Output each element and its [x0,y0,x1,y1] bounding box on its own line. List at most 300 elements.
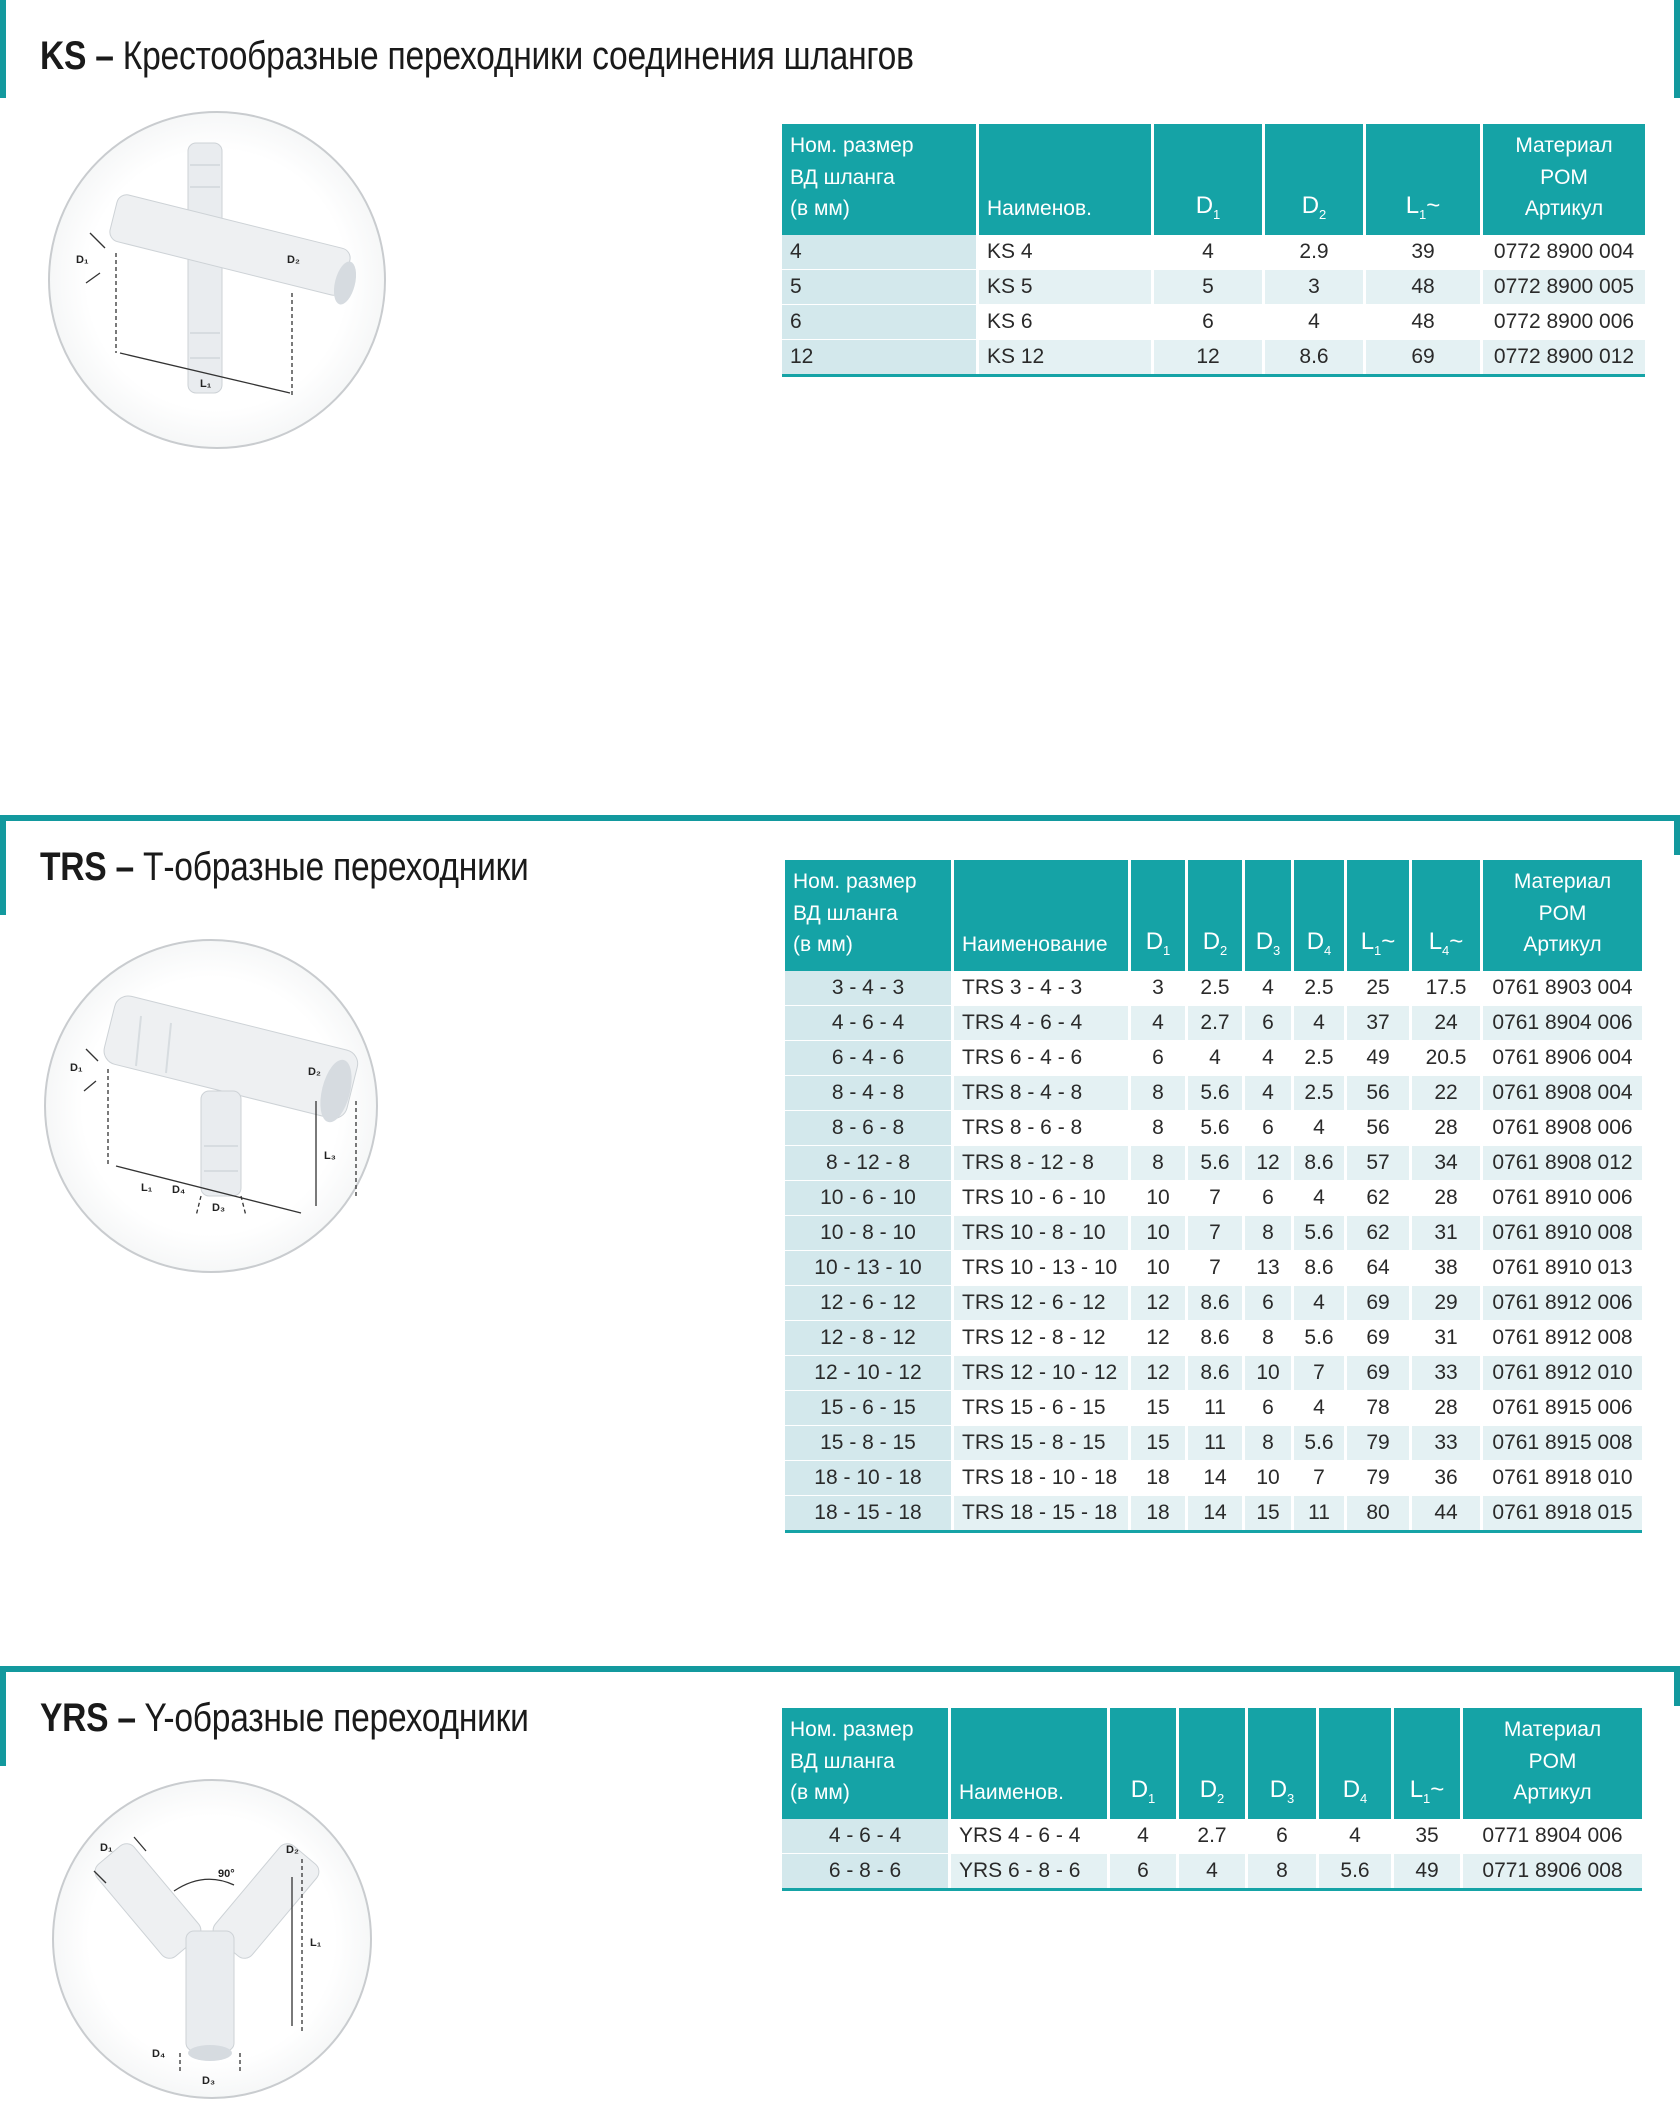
cell-l4: 38 [1411,1250,1482,1285]
yrs-table-body [782,1819,1642,1890]
cell-d2: 7 [1187,1180,1244,1215]
cell-article: 0761 8915 008 [1482,1425,1643,1460]
cell-d1: 8 [1130,1110,1187,1145]
table-row [785,1495,1642,1531]
cell-d4: 4 [1293,1390,1346,1425]
yrs-h-art-1: Материал [1503,1718,1602,1741]
section-rule-top [0,1666,1680,1672]
cell-size: 4 [782,235,978,270]
cell-name: KS 6 [978,304,1153,339]
cell-article: 0761 8910 008 [1482,1215,1643,1250]
cell-article: 0761 8904 006 [1482,1005,1643,1040]
section-rule-right [1674,1666,1680,1706]
ks-h-art-1: Материал [1515,134,1613,157]
yrs-fitting-shape [91,1840,323,2061]
trs-col-l4: $L_4\sim$ [1411,860,1482,971]
ks-col-d1: $D_1$ [1153,124,1264,235]
ks-fitting-shape [108,143,360,393]
ks-h-art-2: POM [1540,165,1588,189]
cell-d3: 8 [1247,1853,1318,1889]
cell-size: 3 - 4 - 3 [785,971,953,1006]
table-row [782,304,1645,339]
cell-article: 0761 8908 004 [1482,1075,1643,1110]
ks-table [782,124,1645,377]
cell-size: 12 [782,339,978,375]
cell-name: TRS 12 - 10 - 12 [953,1355,1130,1390]
trs-h-art-1: Материал [1513,870,1612,893]
table-row [785,1040,1642,1075]
cell-l4: 33 [1411,1355,1482,1390]
trs-col-d3: $D_3$ [1244,860,1293,971]
cell-d2: 4 [1178,1853,1247,1889]
cell-article: 0761 8912 008 [1482,1320,1643,1355]
trs-label-d2: D₂ [308,1066,321,1078]
trs-section [0,815,1680,1575]
cell-d2: 3 [1264,269,1365,304]
cell-d1: 4 [1109,1819,1178,1854]
cell-d1: 15 [1130,1425,1187,1460]
ks-label-l1: L₁ [200,378,212,390]
cell-d3: 10 [1244,1355,1293,1390]
cell-article: 0771 8904 006 [1462,1819,1643,1854]
cell-size: 15 - 6 - 15 [785,1390,953,1425]
table-row [785,1460,1642,1495]
trs-col-l1: $L_1\sim$ [1346,860,1411,971]
trs-header-row [785,860,1642,971]
cell-d4: 2.5 [1293,1040,1346,1075]
yrs-col-d4: $D_4$ [1318,1708,1393,1819]
table-row [782,1819,1642,1854]
cell-d4: 5.6 [1293,1215,1346,1250]
ks-section [0,0,1680,560]
cell-name: TRS 4 - 6 - 4 [953,1005,1130,1040]
cell-d2: 8.6 [1187,1355,1244,1390]
cell-d2: 4 [1187,1040,1244,1075]
yrs-label-d2: D₂ [286,1844,299,1856]
cell-l4: 34 [1411,1145,1482,1180]
ks-title-text: Крестообразные переходники соединения шлангов [113,34,914,78]
cell-d1: 15 [1130,1390,1187,1425]
cell-size: 4 - 6 - 4 [785,1005,953,1040]
cell-article: 0761 8910 006 [1482,1180,1643,1215]
cell-d2: 5.6 [1187,1075,1244,1110]
table-row [785,1390,1642,1425]
cell-l1: 35 [1393,1819,1462,1854]
cell-d1: 12 [1130,1285,1187,1320]
trs-label-d4: D₄ [172,1184,186,1196]
table-row [782,269,1645,304]
trs-col-d4: $D_4$ [1293,860,1346,971]
cell-d4: 8.6 [1293,1250,1346,1285]
cell-d1: 6 [1153,304,1264,339]
cell-d2: 2.7 [1178,1819,1247,1854]
cell-article: 0771 8906 008 [1462,1853,1643,1889]
cell-d4: 4 [1293,1180,1346,1215]
cell-size: 8 - 6 - 8 [785,1110,953,1145]
cell-size: 15 - 8 - 15 [785,1425,953,1460]
cell-d3: 6 [1244,1285,1293,1320]
cell-l1: 57 [1346,1145,1411,1180]
cell-d4: 7 [1293,1460,1346,1495]
cell-d1: 10 [1130,1250,1187,1285]
cell-l1: 69 [1346,1320,1411,1355]
cell-d2: 2.5 [1187,971,1244,1006]
cell-size: 10 - 6 - 10 [785,1180,953,1215]
trs-h-size-1: Ном. размер [793,870,917,893]
cell-l4: 36 [1411,1460,1482,1495]
ks-h-size-1: Ном. размер [790,134,914,157]
section-rule-left [0,815,6,915]
cell-d2: 11 [1187,1390,1244,1425]
table-row [782,339,1645,375]
cell-l1: 48 [1365,269,1482,304]
trs-label-d1: D₁ [70,1062,83,1074]
cell-article: 0761 8910 013 [1482,1250,1643,1285]
trs-h-size-3: (в мм) [793,933,853,956]
yrs-col-article [1462,1708,1643,1819]
cell-l4: 22 [1411,1075,1482,1110]
cell-l4: 28 [1411,1390,1482,1425]
cell-d3: 4 [1244,971,1293,1006]
cell-l1: 48 [1365,304,1482,339]
cell-l4: 44 [1411,1495,1482,1531]
ks-product-drawing [48,111,386,449]
cell-article: 0761 8908 006 [1482,1110,1643,1145]
cell-l1: 49 [1346,1040,1411,1075]
cell-d4: 4 [1293,1110,1346,1145]
cell-d1: 18 [1130,1495,1187,1531]
cell-size: 6 - 4 - 6 [785,1040,953,1075]
cell-article: 0772 8900 012 [1482,339,1646,375]
cell-d1: 6 [1109,1853,1178,1889]
cell-d3: 6 [1244,1110,1293,1145]
yrs-label-l1: L₁ [310,1937,322,1949]
table-row [785,1145,1642,1180]
cell-l1: 56 [1346,1110,1411,1145]
cell-d3: 12 [1244,1145,1293,1180]
trs-h-size-2: ВД шланга [793,901,898,925]
cell-name: YRS 6 - 8 - 6 [950,1853,1109,1889]
cell-l1: 49 [1393,1853,1462,1889]
cell-size: 6 [782,304,978,339]
cell-d2: 8.6 [1264,339,1365,375]
cell-name: TRS 18 - 10 - 18 [953,1460,1130,1495]
cell-article: 0761 8915 006 [1482,1390,1643,1425]
cell-l4: 28 [1411,1180,1482,1215]
trs-col-name: Наименование [953,860,1130,971]
trs-table [785,860,1642,1533]
cell-d2: 5.6 [1187,1110,1244,1145]
cell-d4: 7 [1293,1355,1346,1390]
cell-d1: 6 [1130,1040,1187,1075]
cell-size: 12 - 8 - 12 [785,1320,953,1355]
yrs-header-row [782,1708,1642,1819]
yrs-label-d1: D₁ [100,1842,113,1854]
cell-d1: 4 [1153,235,1264,270]
cell-d4: 11 [1293,1495,1346,1531]
cell-d2: 11 [1187,1425,1244,1460]
ks-label-d2: D₂ [287,254,300,266]
table-row [785,1180,1642,1215]
yrs-label-angle: 90° [218,1868,235,1880]
cell-d1: 8 [1130,1075,1187,1110]
ks-h-size-3: (в мм) [790,197,850,220]
cell-d4: 2.5 [1293,971,1346,1006]
cell-article: 0761 8918 010 [1482,1460,1643,1495]
cell-name: TRS 10 - 6 - 10 [953,1180,1130,1215]
cell-d3: 4 [1244,1075,1293,1110]
cell-name: TRS 3 - 4 - 3 [953,971,1130,1006]
cell-d2: 8.6 [1187,1320,1244,1355]
table-row [785,1355,1642,1390]
cell-d1: 3 [1130,971,1187,1006]
cell-d3: 10 [1244,1460,1293,1495]
ks-h-art-3: Артикул [1524,197,1604,220]
cell-size: 10 - 8 - 10 [785,1215,953,1250]
yrs-title [40,1696,529,1741]
cell-name: TRS 10 - 13 - 10 [953,1250,1130,1285]
cell-d3: 4 [1244,1040,1293,1075]
cell-d4: 5.6 [1293,1425,1346,1460]
section-rule-left [0,1666,6,1766]
cell-d2: 7 [1187,1215,1244,1250]
cell-size: 10 - 13 - 10 [785,1250,953,1285]
ks-col-l1: $L_1\sim$ [1365,124,1482,235]
cell-d4: 2.5 [1293,1075,1346,1110]
cell-l4: 24 [1411,1005,1482,1040]
trs-title [40,845,529,890]
trs-h-art-3: Артикул [1523,933,1602,956]
cell-d1: 5 [1153,269,1264,304]
cell-name: KS 5 [978,269,1153,304]
ks-label-d1: D₁ [76,254,89,266]
yrs-title-text: Y-образные переходники [135,1696,529,1740]
cell-d1: 10 [1130,1215,1187,1250]
trs-col-d1: $D_1$ [1130,860,1187,971]
cell-l1: 79 [1346,1460,1411,1495]
table-row [785,1250,1642,1285]
cell-article: 0761 8918 015 [1482,1495,1643,1531]
cell-l1: 78 [1346,1390,1411,1425]
cell-name: YRS 4 - 6 - 4 [950,1819,1109,1854]
cell-name: TRS 8 - 6 - 8 [953,1110,1130,1145]
ks-drawing-svg [50,113,384,447]
cell-size: 6 - 8 - 6 [782,1853,950,1889]
cell-d4: 4 [1293,1005,1346,1040]
cell-l1: 64 [1346,1250,1411,1285]
section-rule-top [0,815,1680,821]
cell-d1: 12 [1153,339,1264,375]
cell-article: 0761 8906 004 [1482,1040,1643,1075]
table-row [785,1075,1642,1110]
section-rule-left [0,0,6,98]
table-row [785,1425,1642,1460]
yrs-drawing-svg [54,1781,370,2097]
trs-label-l1: L₁ [141,1182,153,1194]
cell-d4: 4 [1293,1285,1346,1320]
cell-d2: 8.6 [1187,1285,1244,1320]
cell-l1: 25 [1346,971,1411,1006]
cell-d2: 2.9 [1264,235,1365,270]
cell-d2: 4 [1264,304,1365,339]
cell-article: 0761 8903 004 [1482,971,1643,1006]
cell-name: TRS 12 - 6 - 12 [953,1285,1130,1320]
yrs-col-d3: $D_3$ [1247,1708,1318,1819]
trs-h-art-2: POM [1538,901,1587,925]
cell-size: 5 [782,269,978,304]
cell-l1: 69 [1365,339,1482,375]
yrs-h-size-1: Ном. размер [790,1718,914,1741]
ks-col-name: Наименов. [978,124,1153,235]
cell-d4: 8.6 [1293,1145,1346,1180]
cell-l1: 37 [1346,1005,1411,1040]
cell-d1: 8 [1130,1145,1187,1180]
cell-name: TRS 15 - 8 - 15 [953,1425,1130,1460]
cell-article: 0761 8908 012 [1482,1145,1643,1180]
cell-article: 0772 8900 006 [1482,304,1646,339]
cell-d1: 12 [1130,1320,1187,1355]
yrs-h-art-2: POM [1528,1749,1577,1773]
table-row [785,1320,1642,1355]
section-rule-right [1674,0,1680,98]
cell-l1: 62 [1346,1215,1411,1250]
yrs-product-drawing [52,1779,372,2099]
cell-d3: 8 [1244,1215,1293,1250]
cell-l1: 56 [1346,1075,1411,1110]
table-row [782,1853,1642,1889]
ks-col-article [1482,124,1646,235]
cell-l1: 39 [1365,235,1482,270]
yrs-col-d2: $D_2$ [1178,1708,1247,1819]
ks-table-body [782,235,1645,376]
cell-d1: 18 [1130,1460,1187,1495]
cell-l4: 29 [1411,1285,1482,1320]
section-rule-right [1674,815,1680,855]
cell-l1: 62 [1346,1180,1411,1215]
yrs-col-name: Наименов. [950,1708,1109,1819]
cell-d2: 14 [1187,1460,1244,1495]
cell-d3: 8 [1244,1320,1293,1355]
cell-d3: 6 [1244,1005,1293,1040]
yrs-col-size [782,1708,950,1819]
trs-label-l3: L₃ [324,1150,336,1162]
cell-d3: 8 [1244,1425,1293,1460]
cell-l1: 69 [1346,1355,1411,1390]
trs-label-d3: D₃ [212,1202,226,1214]
cell-size: 18 - 10 - 18 [785,1460,953,1495]
cell-l1: 80 [1346,1495,1411,1531]
cell-l4: 28 [1411,1110,1482,1145]
cell-size: 4 - 6 - 4 [782,1819,950,1854]
cell-d1: 10 [1130,1180,1187,1215]
cell-d1: 4 [1130,1005,1187,1040]
cell-name: KS 12 [978,339,1153,375]
yrs-h-size-3: (в мм) [790,1781,850,1804]
table-row [785,971,1642,1006]
table-row [785,1005,1642,1040]
yrs-label-d4: D₄ [152,2048,166,2060]
ks-header-row [782,124,1645,235]
cell-article: 0761 8912 010 [1482,1355,1643,1390]
cell-d3: 6 [1244,1390,1293,1425]
cell-size: 8 - 4 - 8 [785,1075,953,1110]
cell-d3: 6 [1244,1180,1293,1215]
table-row [785,1215,1642,1250]
cell-article: 0772 8900 004 [1482,235,1646,270]
ks-col-d2: $D_2$ [1264,124,1365,235]
cell-d4: 4 [1318,1819,1393,1854]
cell-d3: 15 [1244,1495,1293,1531]
trs-title-code: TRS – [40,845,134,889]
trs-col-article [1482,860,1643,971]
table-row [785,1285,1642,1320]
yrs-table [782,1708,1642,1891]
ks-col-size [782,124,978,235]
yrs-h-size-2: ВД шланга [790,1749,895,1773]
trs-col-d2: $D_2$ [1187,860,1244,971]
cell-name: TRS 15 - 6 - 15 [953,1390,1130,1425]
cell-name: TRS 18 - 15 - 18 [953,1495,1130,1531]
cell-d3: 13 [1244,1250,1293,1285]
trs-drawing-svg [46,941,376,1271]
ks-title [40,34,914,79]
table-row [782,235,1645,270]
cell-l4: 17.5 [1411,971,1482,1006]
trs-col-size [785,860,953,971]
cell-name: TRS 6 - 4 - 6 [953,1040,1130,1075]
cell-l4: 20.5 [1411,1040,1482,1075]
cell-d2: 14 [1187,1495,1244,1531]
yrs-h-art-3: Артикул [1513,1781,1592,1804]
cell-name: TRS 12 - 8 - 12 [953,1320,1130,1355]
cell-l4: 33 [1411,1425,1482,1460]
cell-name: TRS 10 - 8 - 10 [953,1215,1130,1250]
cell-article: 0761 8912 006 [1482,1285,1643,1320]
cell-d3: 6 [1247,1819,1318,1854]
cell-size: 12 - 6 - 12 [785,1285,953,1320]
cell-d2: 2.7 [1187,1005,1244,1040]
cell-name: TRS 8 - 12 - 8 [953,1145,1130,1180]
cell-name: TRS 8 - 4 - 8 [953,1075,1130,1110]
cell-d4: 5.6 [1293,1320,1346,1355]
cell-d2: 7 [1187,1250,1244,1285]
yrs-section [0,1666,1680,2118]
cell-name: KS 4 [978,235,1153,270]
cell-d1: 12 [1130,1355,1187,1390]
ks-title-code: KS – [40,34,114,78]
cell-l1: 79 [1346,1425,1411,1460]
trs-product-drawing [44,939,378,1273]
yrs-title-code: YRS – [40,1696,136,1740]
trs-table-body [785,971,1642,1532]
trs-title-text: Т-образные переходники [133,845,529,889]
yrs-label-d3: D₃ [202,2075,216,2087]
cell-size: 12 - 10 - 12 [785,1355,953,1390]
cell-size: 8 - 12 - 8 [785,1145,953,1180]
yrs-col-d1: $D_1$ [1109,1708,1178,1819]
cell-size: 18 - 15 - 18 [785,1495,953,1531]
cell-d2: 5.6 [1187,1145,1244,1180]
cell-l4: 31 [1411,1215,1482,1250]
trs-fitting-shape [101,993,361,1196]
ks-h-size-2: ВД шланга [790,165,895,189]
cell-l1: 69 [1346,1285,1411,1320]
yrs-col-l1: $L_1\sim$ [1393,1708,1462,1819]
cell-article: 0772 8900 005 [1482,269,1646,304]
cell-l4: 31 [1411,1320,1482,1355]
table-row [785,1110,1642,1145]
cell-d4: 5.6 [1318,1853,1393,1889]
